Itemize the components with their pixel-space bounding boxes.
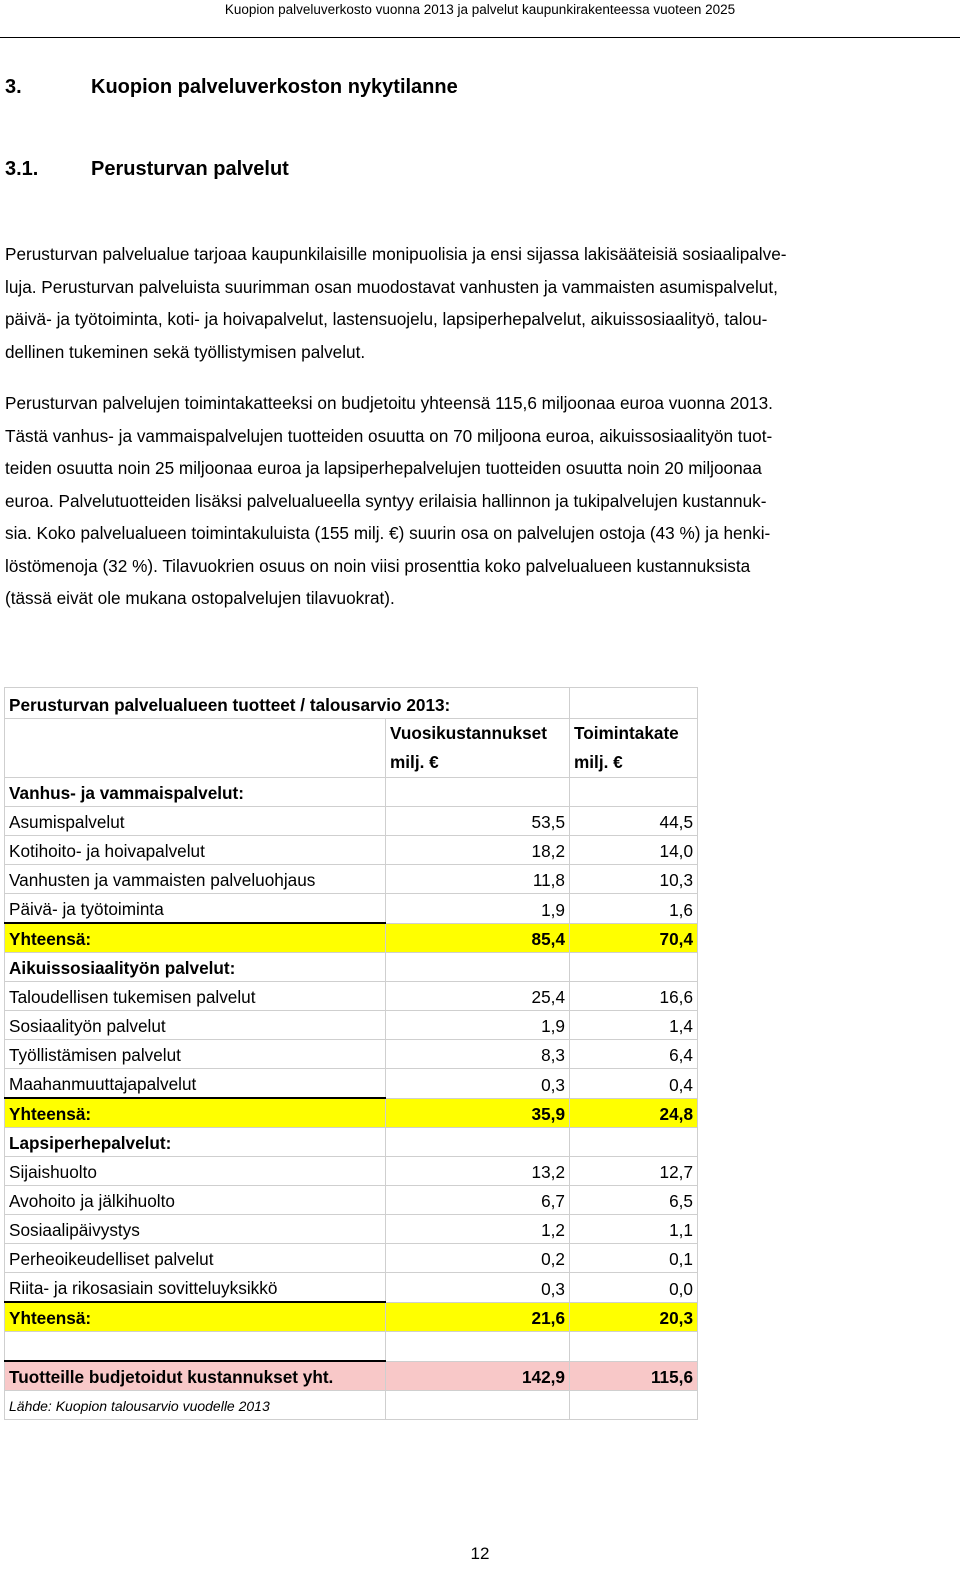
- table-row: [5, 1157, 698, 1186]
- row-margin: 1,6: [570, 894, 698, 924]
- row-cost: 0,2: [386, 1244, 570, 1273]
- row-label: Perheoikeudelliset palvelut: [5, 1244, 386, 1273]
- row-cost: 13,2: [386, 1157, 570, 1186]
- subtotal-cost: 21,6: [386, 1302, 570, 1332]
- running-header: [0, 0, 960, 38]
- table-row: [5, 1040, 698, 1069]
- paragraph-line: teiden osuutta noin 25 miljoonaa euroa ja lapsiperhepalvelujen tuotteiden osuutta noin 20 miljoonaa: [5, 458, 762, 478]
- row-margin: 0,1: [570, 1244, 698, 1273]
- row-margin: 12,7: [570, 1157, 698, 1186]
- subsection-number: 3.1.: [5, 158, 39, 180]
- row-cost: 1,9: [386, 894, 570, 924]
- paragraph-line: (tässä eivät ole mukana ostopalvelujen tilavuokrat).: [5, 588, 395, 608]
- row-label: Avohoito ja jälkihuolto: [5, 1186, 386, 1215]
- row-label: Riita- ja rikosasiain sovitteluyksikkö: [5, 1273, 386, 1303]
- subsection-heading: [5, 157, 289, 181]
- group-name: Lapsiperhepalvelut:: [5, 1128, 386, 1157]
- grand-total-cost: 142,9: [386, 1361, 570, 1391]
- paragraph-line: löstömenoja (32 %). Tilavuokrien osuus on noin viisi prosenttia koko palvelualueen kustannuksista: [5, 555, 751, 576]
- column-header-line: Vuosikustannukset: [390, 723, 547, 743]
- column-header-operating-margin: [570, 719, 698, 778]
- paragraph-budget: [5, 387, 953, 615]
- row-cost: 6,7: [386, 1186, 570, 1215]
- paragraph-line: Perusturvan palvelualue tarjoaa kaupunkilaisille monipuolisia ja ensi sijassa lakisääteisiä sosiaalipalve-: [5, 244, 787, 264]
- row-label: Taloudellisen tukemisen palvelut: [5, 982, 386, 1011]
- section-number: 3.: [5, 76, 22, 98]
- section-title: Kuopion palveluverkoston nykytilanne: [91, 76, 458, 98]
- grand-total-margin: 115,6: [570, 1361, 698, 1391]
- row-margin: 0,4: [570, 1069, 698, 1099]
- table-row: [5, 1069, 698, 1099]
- subtotal-label: Yhteensä:: [5, 1302, 386, 1332]
- subtotal-cost: 35,9: [386, 1098, 570, 1128]
- row-margin: 16,6: [570, 982, 698, 1011]
- section-heading: [5, 75, 458, 99]
- subtotal-label: Yhteensä:: [5, 923, 386, 953]
- row-margin: 6,4: [570, 1040, 698, 1069]
- row-cost: 11,8: [386, 865, 570, 894]
- row-margin: 0,0: [570, 1273, 698, 1303]
- subtotal-row: [5, 1302, 698, 1332]
- group-name: Aikuissosiaalityön palvelut:: [5, 953, 386, 982]
- column-header-line: Toimintakate: [574, 723, 679, 743]
- grand-total-row: [5, 1361, 698, 1391]
- row-label: Vanhusten ja vammaisten palveluohjaus: [5, 865, 386, 894]
- paragraph-line: dellinen tukeminen sekä työllistymisen palvelut.: [5, 341, 366, 362]
- empty-cell: [5, 719, 386, 778]
- row-margin: 1,1: [570, 1215, 698, 1244]
- table-row: [5, 894, 698, 924]
- source-row: [5, 1391, 698, 1420]
- row-cost: 8,3: [386, 1040, 570, 1069]
- subtotal-row: [5, 923, 698, 953]
- paragraph-line: sia. Koko palvelualueen toimintakuluista (155 milj. €) suurin osa on palvelujen ostoja (43 %) ja henki-: [5, 523, 771, 543]
- row-margin: 44,5: [570, 807, 698, 836]
- row-cost: 1,9: [386, 1011, 570, 1040]
- subtotal-cost: 85,4: [386, 923, 570, 953]
- table-header-row: [5, 719, 698, 778]
- page-number: 12: [470, 1544, 490, 1563]
- row-label: Sijaishuolto: [5, 1157, 386, 1186]
- subtotal-row: [5, 1098, 698, 1128]
- table-row: [5, 1273, 698, 1303]
- row-margin: 10,3: [570, 865, 698, 894]
- subsection-title: Perusturvan palvelut: [91, 158, 289, 180]
- table-title: Perusturvan palvelualueen tuotteet / talousarvio 2013:: [5, 688, 570, 719]
- subtotal-label: Yhteensä:: [5, 1098, 386, 1128]
- row-margin: 6,5: [570, 1186, 698, 1215]
- row-margin: 1,4: [570, 1011, 698, 1040]
- row-label: Sosiaalityön palvelut: [5, 1011, 386, 1040]
- paragraph-intro: [5, 238, 953, 368]
- row-cost: 25,4: [386, 982, 570, 1011]
- row-label: Maahanmuuttajapalvelut: [5, 1069, 386, 1099]
- column-header-annual-costs: [386, 719, 570, 778]
- subtotal-margin: 24,8: [570, 1098, 698, 1128]
- table-title-row: [5, 688, 698, 719]
- column-header-unit: milj. €: [390, 752, 439, 772]
- paragraph-line: Tästä vanhus- ja vammaispalvelujen tuotteiden osuutta on 70 miljoona euroa, aikuissosiaalityön tuot-: [5, 425, 773, 446]
- table-row: [5, 1011, 698, 1040]
- row-label: Sosiaalipäivystys: [5, 1215, 386, 1244]
- table-source: Lähde: Kuopion talousarvio vuodelle 2013: [5, 1391, 386, 1420]
- table-row: [5, 1244, 698, 1273]
- group-header-row: [5, 953, 698, 982]
- paragraph-line: Perusturvan palvelujen toimintakatteeksi on budjetoitu yhteensä 115,6 miljoonaa euroa vuonna 2013.: [5, 393, 773, 413]
- column-header-unit: milj. €: [574, 752, 623, 772]
- table-row: [5, 982, 698, 1011]
- running-header-title: Kuopion palveluverkosto vuonna 2013 ja palvelut kaupunkirakenteessa vuoteen 2025: [224, 2, 736, 17]
- row-margin: 14,0: [570, 836, 698, 865]
- row-label: Päivä- ja työtoiminta: [5, 894, 386, 924]
- paragraph-line: euroa. Palvelutuotteiden lisäksi palvelualueella syntyy erilaisia hallinnon ja tukipalvelujen kustannuk-: [5, 490, 767, 511]
- paragraph-line: luja. Perusturvan palveluista suurimman osan muodostavat vanhusten ja vammaisten asumispalvelut,: [5, 276, 778, 297]
- row-cost: 0,3: [386, 1069, 570, 1099]
- row-label: Kotihoito- ja hoivapalvelut: [5, 836, 386, 865]
- table-row: [5, 1215, 698, 1244]
- row-cost: 53,5: [386, 807, 570, 836]
- table-row: [5, 807, 698, 836]
- subtotal-margin: 70,4: [570, 923, 698, 953]
- table-row: [5, 836, 698, 865]
- row-cost: 0,3: [386, 1273, 570, 1303]
- empty-cell: [570, 688, 698, 719]
- subtotal-margin: 20,3: [570, 1302, 698, 1332]
- grand-total-label: Tuotteille budjetoidut kustannukset yht.: [5, 1361, 386, 1391]
- paragraph-line: päivä- ja työtoiminta, koti- ja hoivapalvelut, lastensuojelu, lapsiperhepalvelut, aikuissosiaalityö, talou-: [5, 309, 768, 329]
- row-label: Asumispalvelut: [5, 807, 386, 836]
- table-row: [5, 1186, 698, 1215]
- row-label: Työllistämisen palvelut: [5, 1040, 386, 1069]
- group-header-row: [5, 778, 698, 807]
- group-header-row: [5, 1128, 698, 1157]
- budget-table: [4, 687, 698, 1420]
- table-row: [5, 865, 698, 894]
- row-cost: 1,2: [386, 1215, 570, 1244]
- group-name: Vanhus- ja vammaispalvelut:: [5, 778, 386, 807]
- row-cost: 18,2: [386, 836, 570, 865]
- spacer-row: [5, 1332, 698, 1362]
